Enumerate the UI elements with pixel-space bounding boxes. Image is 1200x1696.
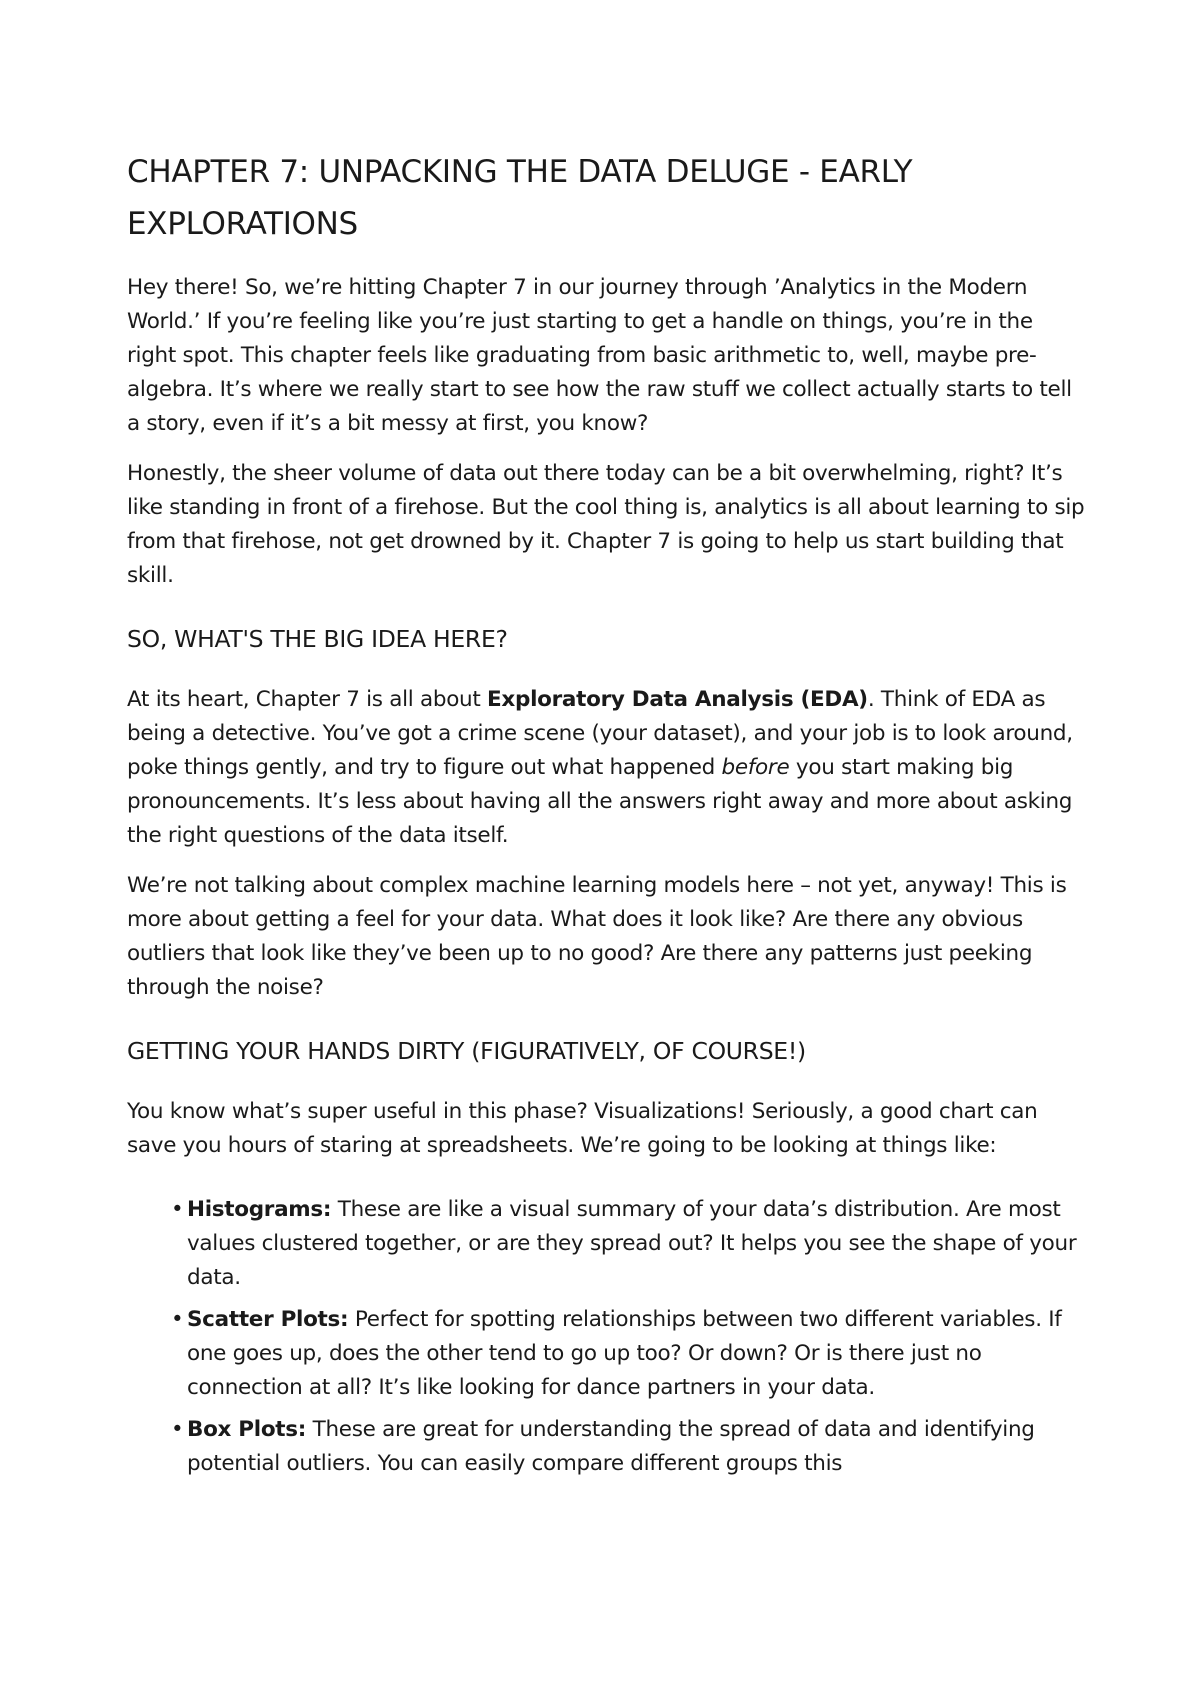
bullet-icon: • bbox=[171, 1417, 184, 1442]
big-idea-text-pre: At its heart, Chapter 7 is all about bbox=[127, 687, 488, 712]
big-idea-paragraph-2: We’re not talking about complex machine learning models here – not yet, anyway! This is more about getting a feel for your data. What does it look like? Are there any obvious outliers that look like they’ve been up to no good? Are there any patterns just peeking through the noise? bbox=[127, 873, 1067, 1000]
intro-paragraph-2: Honestly, the sheer volume of data out there today can be a bit overwhelming, right? It’s like standing in front of a firehose. But the cool thing is, analytics is all about learning to sip from that firehose, not get drowned by it. Chapter 7 is going to help us start building that skill. bbox=[127, 461, 1085, 588]
big-idea-text-mid: . Think of EDA as being a detective. You’ve got a crime scene (your dataset), and your job is to look around, poke things gently, and try to figure out what happened bbox=[127, 687, 1073, 780]
list-item-text: These are great for understanding the spread of data and identifying potential outliers. You can easily compare different groups this bbox=[187, 1417, 1035, 1476]
chapter-title: CHAPTER 7: UNPACKING THE DATA DELUGE - EARLY EXPLORATIONS bbox=[127, 154, 913, 242]
visualization-list bbox=[127, 1193, 1087, 1481]
section-heading-hands-dirty: GETTING YOUR HANDS DIRTY (FIGURATIVELY, OF COURSE!) bbox=[127, 1037, 806, 1065]
list-item bbox=[171, 1303, 1087, 1405]
emphasis-before: before bbox=[721, 755, 790, 780]
list-item-text: Perfect for spotting relationships between two different variables. If one goes up, does the other tend to go up too? Or down? Or is there just no connection at all? It’s like looking for dance partners in your data. bbox=[187, 1307, 1062, 1400]
section-heading-big-idea: SO, WHAT'S THE BIG IDEA HERE? bbox=[127, 625, 508, 653]
bullet-icon: • bbox=[171, 1197, 184, 1222]
list-item-text: These are like a visual summary of your data’s distribution. Are most values clustered together, or are they spread out? It helps you see the shape of your data. bbox=[187, 1197, 1077, 1290]
list-item-term: Histograms: bbox=[187, 1197, 332, 1222]
document-page bbox=[127, 146, 1087, 1489]
list-item-term: Box Plots: bbox=[187, 1417, 307, 1442]
list-item bbox=[171, 1413, 1087, 1481]
list-item-term: Scatter Plots: bbox=[187, 1307, 349, 1332]
big-idea-text-post: you start making big pronouncements. It’s less about having all the answers right away and more about asking the right questions of the data itself. bbox=[127, 755, 1073, 848]
bullet-icon: • bbox=[171, 1307, 184, 1332]
hands-dirty-paragraph-1: You know what’s super useful in this phase? Visualizations! Seriously, a good chart can save you hours of staring at spreadsheets. We’re going to be looking at things like: bbox=[127, 1099, 1038, 1158]
intro-paragraph-1: Hey there! So, we’re hitting Chapter 7 in our journey through ’Analytics in the Modern World.’ If you’re feeling like you’re just starting to get a handle on things, you’re in the right spot. This chapter feels like graduating from basic arithmetic to, well, maybe pre-algebra. It’s where we really start to see how the raw stuff we collect actually starts to tell a story, even if it’s a bit messy at first, you know? bbox=[127, 275, 1072, 436]
list-item bbox=[171, 1193, 1087, 1295]
big-idea-paragraph-1 bbox=[127, 683, 1087, 853]
eda-term: Exploratory Data Analysis (EDA) bbox=[487, 687, 868, 712]
